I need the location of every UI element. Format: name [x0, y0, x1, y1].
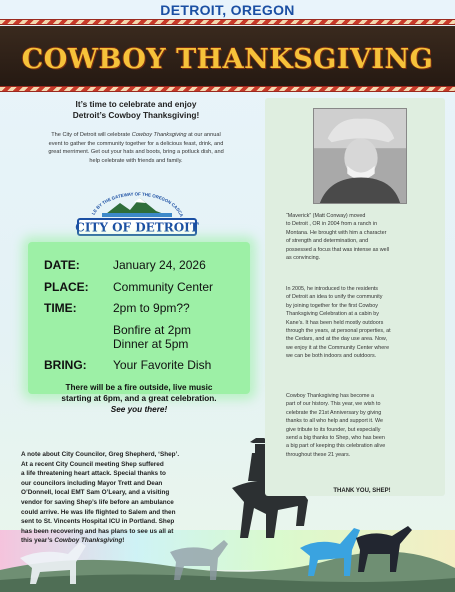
- bio-paragraph: [286, 212, 438, 262]
- note-line: has been recovering and has plans to see us all at: [21, 527, 174, 535]
- intro-body: [18, 131, 254, 165]
- tribute-line: part of our history. This year, we wish to: [286, 401, 381, 408]
- history-line: Kane’s. It has been held mostly outdoors: [286, 319, 384, 326]
- note-line: A note about City Councilor, Greg Shepherd, ‘Shep’.: [21, 451, 180, 458]
- event-details-box: [28, 242, 250, 394]
- city-of-detroit-logo: [72, 183, 202, 239]
- history-line: Thanksgiving Celebration at a cabin by: [286, 311, 379, 318]
- tribute-line: send a big thanks to Shep, who has been: [286, 435, 385, 442]
- matt-conway-photo: [313, 108, 407, 204]
- tribute-line: throughout these 21 years.: [286, 451, 351, 458]
- intro-body-line: event to gather the community together for a delicious feast, drink, and: [48, 140, 224, 147]
- note-line: could arrive. He was life flighted to Salem and then: [21, 508, 176, 516]
- intro-heading-line: Detroit’s Cowboy Thanksgiving!: [72, 110, 200, 120]
- time-value: 2pm to 9pm??: [113, 301, 190, 315]
- tribute-line: a big part of keeping this celebration alive: [286, 443, 386, 450]
- time-label: TIME:: [44, 301, 77, 315]
- see-you-there: See you there!: [110, 405, 168, 414]
- note-line: a life threatening heart attack. Special thanks to: [21, 470, 166, 478]
- rope-border-top: [0, 19, 455, 25]
- location-heading: DETROIT, OREGON: [160, 2, 295, 18]
- history-line: the Cedars, and at the day use area. Now,: [286, 336, 387, 343]
- bio-line: as convincing.: [286, 255, 321, 262]
- tribute-paragraph: [286, 392, 438, 459]
- intro-body-line: The City of Detroit will celebrate Cowboy Thanksgiving at our annual: [51, 132, 221, 138]
- history-line: through the years, at personal properties, at: [286, 328, 391, 335]
- tribute-line: thanks to all who help and support it. We: [286, 418, 383, 425]
- thank-you-shep: THANK YOU, SHEP!: [333, 488, 391, 494]
- tribute-line: celebrate the 21st Anniversary by giving: [286, 409, 382, 416]
- history-line: In 2005, he introduced to the residents: [286, 286, 379, 292]
- date-value: January 24, 2026: [113, 258, 206, 272]
- bio-line: possessed a focus that was intense as well: [286, 246, 390, 253]
- bring-value: Your Favorite Dish: [113, 358, 212, 372]
- tribute-line: Cowboy Thanksgiving has become a: [286, 393, 374, 399]
- tribute-line: give tribute to its founder, but especially: [286, 426, 381, 433]
- intro-body-line: help celebrate with friends and family.: [89, 157, 183, 164]
- note-line: sent to St. Vincents Hospital ICU in Portland. Shep: [21, 518, 175, 526]
- note-line: vendor for saving Shep’s life before an ambulance: [21, 498, 174, 506]
- fire-note-line: starting at 6pm, and a great celebration.: [61, 394, 217, 403]
- place-label: PLACE:: [44, 280, 89, 294]
- dinner-time: Dinner at 5pm: [113, 337, 189, 351]
- note-line: this year’s Cowboy Thanksgiving!: [21, 537, 125, 545]
- place-value: Community Center: [113, 280, 214, 294]
- history-line: by joining together for the first Cowboy: [286, 302, 378, 309]
- rope-border-bottom: [0, 86, 455, 92]
- fire-note-line: There will be a fire outside, live music: [65, 383, 213, 392]
- bonfire-time: Bonfire at 2pm: [113, 323, 192, 337]
- note-line: O’Donnell, local EMT Sam O’Leary, and a visiting: [21, 489, 170, 497]
- note-line: our councilors including Mayor Trett and Dean: [21, 479, 163, 487]
- bio-line: to Detroit , OR in 2004 from a ranch in: [286, 221, 378, 228]
- shep-note: [21, 450, 226, 546]
- bio-line: “Maverick” (Matt Conway) moved: [286, 213, 366, 219]
- bio-line: Montana. He brought with him a character: [286, 229, 387, 236]
- bring-label: BRING:: [44, 358, 87, 372]
- intro-heading-line: It’s time to celebrate and enjoy: [75, 99, 197, 109]
- svg-text:CITY OF DETROIT: CITY OF DETROIT: [75, 220, 199, 235]
- svg-text:SETTLE BY THE GATEWAY OF THE O: LE BY THE GATEWAY OF THE OREGON CASCA: [90, 191, 185, 218]
- note-line: At a recent City Council meeting Shep suffered: [21, 460, 164, 468]
- intro-heading: [18, 99, 254, 121]
- page-title: COWBOY THANKSGIVING: [21, 44, 434, 75]
- history-line: we can be both indoors and outdoors.: [286, 353, 377, 360]
- intro-body-line: great merriment. Get out your hats and boots, bring a potluck dish, and: [48, 149, 224, 156]
- history-line: we enjoy it at the Community Center where: [286, 344, 390, 351]
- history-paragraph: [286, 285, 438, 361]
- history-line: of Detroit an idea to unify the community: [286, 294, 383, 301]
- date-label: DATE:: [44, 258, 80, 272]
- fire-music-note: [26, 382, 252, 415]
- bio-line: of strength and determination, and: [286, 238, 369, 245]
